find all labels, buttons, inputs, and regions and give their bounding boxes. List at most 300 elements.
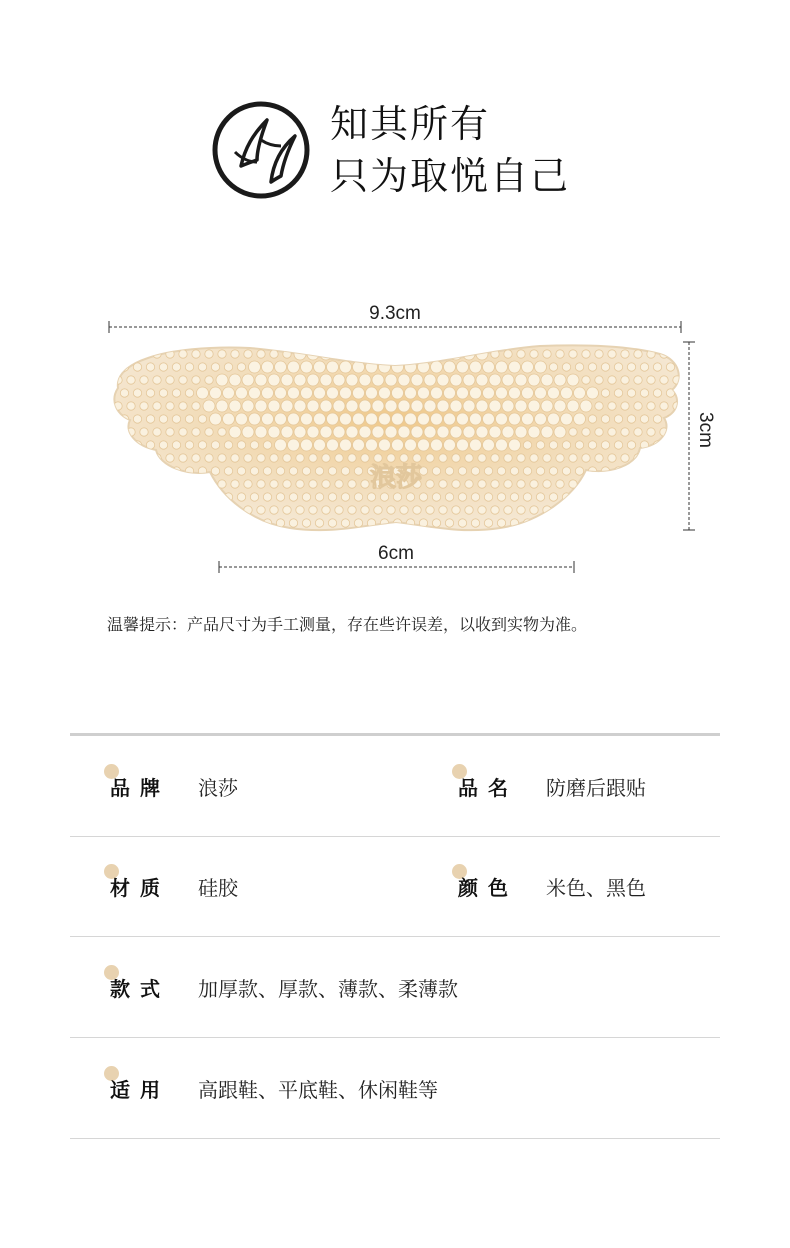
silicone-bump — [502, 400, 514, 412]
silicone-bump — [255, 426, 267, 438]
silicone-bump — [379, 387, 391, 399]
silicone-bump — [489, 426, 501, 438]
silicone-bump — [203, 400, 215, 412]
silicone-bump — [582, 506, 590, 514]
silicone-bump — [536, 467, 544, 475]
silicone-bump — [406, 493, 414, 501]
silicone-bump — [211, 519, 219, 527]
silicone-bump — [263, 467, 271, 475]
silicone-bump — [614, 415, 622, 423]
silicone-bump — [327, 413, 339, 425]
silicone-bump — [634, 480, 642, 488]
silicone-bump — [320, 426, 332, 438]
silicone-bump — [569, 506, 577, 514]
silicone-bump — [302, 493, 310, 501]
silicone-bump — [491, 454, 499, 462]
silicone-bump — [614, 389, 622, 397]
silicone-bump — [509, 387, 521, 399]
silicone-bump — [172, 519, 180, 527]
silicone-bump — [367, 493, 375, 501]
silicone-bump — [439, 506, 447, 514]
silicone-bump — [120, 467, 128, 475]
silicone-bump — [556, 454, 564, 462]
silicone-bump — [283, 506, 291, 514]
silicone-bump — [281, 400, 293, 412]
silicone-bump — [314, 361, 326, 373]
silicone-bump — [309, 506, 317, 514]
silicone-bump — [185, 441, 193, 449]
silicone-bump — [114, 428, 122, 436]
silicone-bump — [595, 428, 603, 436]
silicone-bump — [231, 350, 239, 358]
silicone-bump — [647, 480, 655, 488]
silicone-bump — [458, 519, 466, 527]
silicone-bump — [627, 467, 635, 475]
silicone-bump — [405, 439, 417, 451]
measurement-tip: 温馨提示：产品尺寸为手工测量，存在些许误差，以收到实物为准。 — [107, 615, 588, 634]
silicone-bump — [431, 387, 443, 399]
silicone-bump — [341, 493, 349, 501]
silicone-bump — [140, 506, 148, 514]
silicone-bump — [133, 415, 141, 423]
silicone-bump — [328, 493, 336, 501]
silicone-bump — [249, 387, 261, 399]
silicone-bump — [354, 493, 362, 501]
silicone-bump — [263, 493, 271, 501]
silicone-bump — [327, 387, 339, 399]
silicone-bump — [250, 493, 258, 501]
silicone-bump — [463, 400, 475, 412]
silicone-bump — [133, 493, 141, 501]
silicone-bump — [554, 426, 566, 438]
silicone-bump — [588, 493, 596, 501]
silicone-bump — [307, 400, 319, 412]
silicone-bump — [120, 389, 128, 397]
silicone-bump — [483, 361, 495, 373]
silicone-bump — [405, 387, 417, 399]
silicone-bump — [673, 376, 681, 384]
silicone-bump — [489, 374, 501, 386]
silicone-bump — [450, 374, 462, 386]
silicone-bump — [470, 413, 482, 425]
silicone-bump — [340, 361, 352, 373]
silicone-bump — [268, 426, 280, 438]
silicone-bump — [153, 480, 161, 488]
silicone-bump — [159, 363, 167, 371]
silicone-bump — [294, 400, 306, 412]
spec-value-material: 硅胶 — [198, 875, 238, 900]
silicone-bump — [275, 439, 287, 451]
silicone-bump — [315, 467, 323, 475]
silicone-bump — [314, 387, 326, 399]
silicone-bump — [634, 506, 642, 514]
silicone-bump — [257, 454, 265, 462]
silicone-bump — [647, 376, 655, 384]
silicone-bump — [601, 389, 609, 397]
height-dimension-label: 3cm — [695, 412, 716, 448]
silicone-bump — [470, 387, 482, 399]
silicone-bump — [146, 493, 154, 501]
silicone-bump — [359, 426, 371, 438]
silicone-bump — [504, 454, 512, 462]
silicone-bump — [192, 376, 200, 384]
silicone-bump — [595, 506, 603, 514]
silicone-bump — [197, 387, 209, 399]
silicone-bump — [660, 376, 668, 384]
spec-row — [70, 1038, 720, 1139]
silicone-bump — [340, 387, 352, 399]
silicone-bump — [562, 363, 570, 371]
silicone-bump — [457, 439, 469, 451]
silicone-bump — [242, 426, 254, 438]
silicone-bump — [289, 467, 297, 475]
silicone-bump — [595, 350, 603, 358]
silicone-bump — [275, 387, 287, 399]
silicone-bump — [601, 441, 609, 449]
silicone-bump — [569, 454, 577, 462]
silicone-bump — [458, 467, 466, 475]
silicone-bump — [393, 493, 401, 501]
silicone-bump — [541, 400, 553, 412]
silicone-bump — [562, 467, 570, 475]
silicone-bump — [385, 374, 397, 386]
silicone-bump — [411, 426, 423, 438]
silicone-bump — [510, 493, 518, 501]
silicone-bump — [289, 493, 297, 501]
silicone-bump — [185, 519, 193, 527]
silicone-bump — [374, 506, 382, 514]
silicone-bump — [476, 426, 488, 438]
silicone-bump — [301, 361, 313, 373]
silicone-bump — [653, 519, 661, 527]
silicone-bump — [270, 350, 278, 358]
silicone-bump — [634, 402, 642, 410]
silicone-bump — [444, 439, 456, 451]
silicone-bump — [522, 387, 534, 399]
silicone-bump — [307, 348, 319, 360]
silicone-bump — [348, 480, 356, 488]
silicone-bump — [666, 519, 674, 527]
silicone-bump — [497, 467, 505, 475]
silicone-bump — [541, 374, 553, 386]
silicone-bump — [211, 363, 219, 371]
silicone-bump — [236, 387, 248, 399]
silicone-bump — [509, 361, 521, 373]
silicone-bump — [673, 428, 681, 436]
silicone-bump — [478, 454, 486, 462]
silicone-bump — [575, 493, 583, 501]
silicone-bump — [211, 441, 219, 449]
silicone-bump — [535, 413, 547, 425]
silicone-bump — [398, 348, 410, 360]
silicone-bump — [250, 519, 258, 527]
silicone-bump — [192, 506, 200, 514]
silicone-bump — [431, 413, 443, 425]
silicone-bump — [471, 493, 479, 501]
silicone-bump — [288, 361, 300, 373]
silicone-bump — [608, 454, 616, 462]
silicone-bump — [322, 480, 330, 488]
silicone-bump — [120, 519, 128, 527]
silicone-bump — [283, 454, 291, 462]
silicone-bump — [411, 374, 423, 386]
silicone-bump — [275, 413, 287, 425]
silicone-bump — [608, 506, 616, 514]
silicone-bump — [140, 376, 148, 384]
silicone-bump — [528, 374, 540, 386]
silicone-bump — [476, 400, 488, 412]
silicone-bump — [647, 428, 655, 436]
silicone-bump — [205, 506, 213, 514]
silicone-bump — [262, 361, 274, 373]
silicone-bump — [647, 454, 655, 462]
silicone-bump — [413, 506, 421, 514]
silicone-bump — [509, 413, 521, 425]
silicone-bump — [268, 374, 280, 386]
silicone-bump — [515, 374, 527, 386]
silicone-bump — [640, 493, 648, 501]
spec-label-name: 品名 — [458, 775, 518, 800]
silicone-bump — [426, 454, 434, 462]
silicone-bump — [120, 441, 128, 449]
silicone-bump — [205, 350, 213, 358]
silicone-bump — [250, 441, 258, 449]
silicone-bump — [198, 363, 206, 371]
silicone-bump — [146, 363, 154, 371]
silicone-bump — [270, 454, 278, 462]
silicone-bump — [224, 519, 232, 527]
silicone-bump — [114, 350, 122, 358]
silicone-bump — [114, 480, 122, 488]
silicone-bump — [361, 454, 369, 462]
silicone-bump — [476, 374, 488, 386]
silicone-bump — [229, 426, 241, 438]
spec-label-color: 颜色 — [458, 875, 518, 900]
silicone-bump — [536, 519, 544, 527]
silicone-bump — [366, 387, 378, 399]
silicone-bump — [346, 374, 358, 386]
silicone-bump — [588, 519, 596, 527]
silicone-bump — [192, 350, 200, 358]
brand-logo-icon — [211, 100, 311, 200]
silicone-bump — [127, 454, 135, 462]
silicone-bump — [224, 493, 232, 501]
silicone-bump — [470, 439, 482, 451]
silicone-bump — [224, 441, 232, 449]
silicone-bump — [385, 426, 397, 438]
product-illustration — [0, 290, 790, 590]
silicone-bump — [621, 428, 629, 436]
silicone-bump — [237, 467, 245, 475]
silicone-bump — [470, 361, 482, 373]
silicone-bump — [249, 413, 261, 425]
silicone-bump — [444, 361, 456, 373]
silicone-bump — [419, 493, 427, 501]
silicone-bump — [244, 350, 252, 358]
silicone-bump — [159, 415, 167, 423]
silicone-bump — [574, 387, 586, 399]
silicone-bump — [296, 480, 304, 488]
silicone-bump — [237, 519, 245, 527]
silicone-bump — [216, 400, 228, 412]
silicone-bump — [496, 439, 508, 451]
silicone-bump — [614, 363, 622, 371]
silicone-bump — [159, 441, 167, 449]
silicone-bump — [582, 480, 590, 488]
silicone-bump — [541, 426, 553, 438]
silicone-bump — [523, 493, 531, 501]
silicone-bump — [231, 454, 239, 462]
silicone-bump — [276, 493, 284, 501]
silicone-bump — [159, 467, 167, 475]
silicone-bump — [666, 493, 674, 501]
silicone-bump — [205, 480, 213, 488]
silicone-bump — [439, 454, 447, 462]
silicone-bump — [445, 467, 453, 475]
silicone-bump — [496, 387, 508, 399]
silicone-bump — [192, 428, 200, 436]
silicone-bump — [127, 480, 135, 488]
silicone-bump — [601, 363, 609, 371]
silicone-bump — [528, 426, 540, 438]
silicone-bump — [231, 506, 239, 514]
silicone-bump — [640, 389, 648, 397]
silicone-bump — [198, 493, 206, 501]
silicone-bump — [426, 506, 434, 514]
silicone-bump — [647, 402, 655, 410]
slogan — [330, 98, 570, 202]
silicone-bump — [535, 361, 547, 373]
silicone-bump — [497, 493, 505, 501]
silicone-bump — [379, 361, 391, 373]
silicone-bump — [510, 467, 518, 475]
silicone-bump — [567, 374, 579, 386]
silicone-bump — [341, 519, 349, 527]
silicone-bump — [608, 480, 616, 488]
silicone-bump — [608, 350, 616, 358]
spec-row — [70, 736, 720, 837]
silicone-bump — [614, 519, 622, 527]
silicone-bump — [549, 519, 557, 527]
silicone-bump — [483, 387, 495, 399]
silicone-bump — [146, 519, 154, 527]
silicone-bump — [296, 506, 304, 514]
silicone-bump — [166, 402, 174, 410]
silicone-bump — [398, 374, 410, 386]
silicone-bump — [249, 361, 261, 373]
silicone-bump — [153, 428, 161, 436]
silicone-bump — [653, 363, 661, 371]
silicone-bump — [530, 454, 538, 462]
silicone-bump — [437, 348, 449, 360]
spec-value-usage: 高跟鞋、平底鞋、休闲鞋等 — [198, 1077, 438, 1102]
silicone-bump — [275, 361, 287, 373]
silicone-bump — [172, 389, 180, 397]
silicone-bump — [166, 376, 174, 384]
silicone-bump — [327, 439, 339, 451]
silicone-bump — [418, 413, 430, 425]
silicone-bump — [398, 400, 410, 412]
slogan-line-2: 只为取悦自己 — [330, 154, 571, 198]
silicone-bump — [216, 374, 228, 386]
silicone-bump — [315, 519, 323, 527]
silicone-bump — [281, 426, 293, 438]
silicone-bump — [224, 467, 232, 475]
silicone-bump — [361, 506, 369, 514]
silicone-bump — [244, 454, 252, 462]
silicone-bump — [374, 454, 382, 462]
silicone-bump — [309, 480, 317, 488]
silicone-bump — [185, 467, 193, 475]
silicone-bump — [405, 361, 417, 373]
silicone-bump — [385, 348, 397, 360]
silicone-bump — [406, 519, 414, 527]
silicone-bump — [166, 480, 174, 488]
silicone-bump — [502, 374, 514, 386]
silicone-bump — [431, 439, 443, 451]
silicone-bump — [478, 506, 486, 514]
silicone-bump — [283, 480, 291, 488]
silicone-bump — [608, 376, 616, 384]
silicone-bump — [517, 506, 525, 514]
silicone-bump — [359, 348, 371, 360]
silicone-bump — [535, 387, 547, 399]
silicone-bump — [418, 439, 430, 451]
spec-label-brand: 品牌 — [110, 775, 170, 800]
silicone-bump — [255, 374, 267, 386]
silicone-bump — [489, 400, 501, 412]
silicone-bump — [348, 454, 356, 462]
silicone-bump — [660, 402, 668, 410]
silicone-bump — [346, 348, 358, 360]
silicone-bump — [268, 400, 280, 412]
silicone-bump — [270, 506, 278, 514]
silicone-bump — [530, 350, 538, 358]
silicone-bump — [294, 426, 306, 438]
silicone-bump — [608, 428, 616, 436]
silicone-bump — [465, 454, 473, 462]
silicone-bump — [411, 348, 423, 360]
silicone-bump — [146, 415, 154, 423]
silicone-bump — [536, 493, 544, 501]
silicone-bump — [289, 519, 297, 527]
silicone-bump — [301, 413, 313, 425]
silicone-bump — [575, 467, 583, 475]
silicone-bump — [483, 439, 495, 451]
base-dimension-label: 6cm — [378, 543, 414, 564]
silicone-bump — [133, 389, 141, 397]
silicone-bump — [444, 413, 456, 425]
silicone-bump — [218, 350, 226, 358]
silicone-bump — [601, 519, 609, 527]
silicone-bump — [640, 415, 648, 423]
silicone-bump — [582, 350, 590, 358]
silicone-bump — [372, 374, 384, 386]
silicone-bump — [653, 415, 661, 423]
silicone-bump — [372, 426, 384, 438]
silicone-bump — [458, 493, 466, 501]
silicone-bump — [242, 374, 254, 386]
silicone-bump — [335, 454, 343, 462]
silicone-bump — [333, 374, 345, 386]
silicone-bump — [424, 426, 436, 438]
silicone-bump — [341, 467, 349, 475]
silicone-bump — [281, 374, 293, 386]
silicone-bump — [574, 413, 586, 425]
silicone-bump — [322, 506, 330, 514]
silicone-bump — [114, 454, 122, 462]
silicone-bump — [660, 480, 668, 488]
